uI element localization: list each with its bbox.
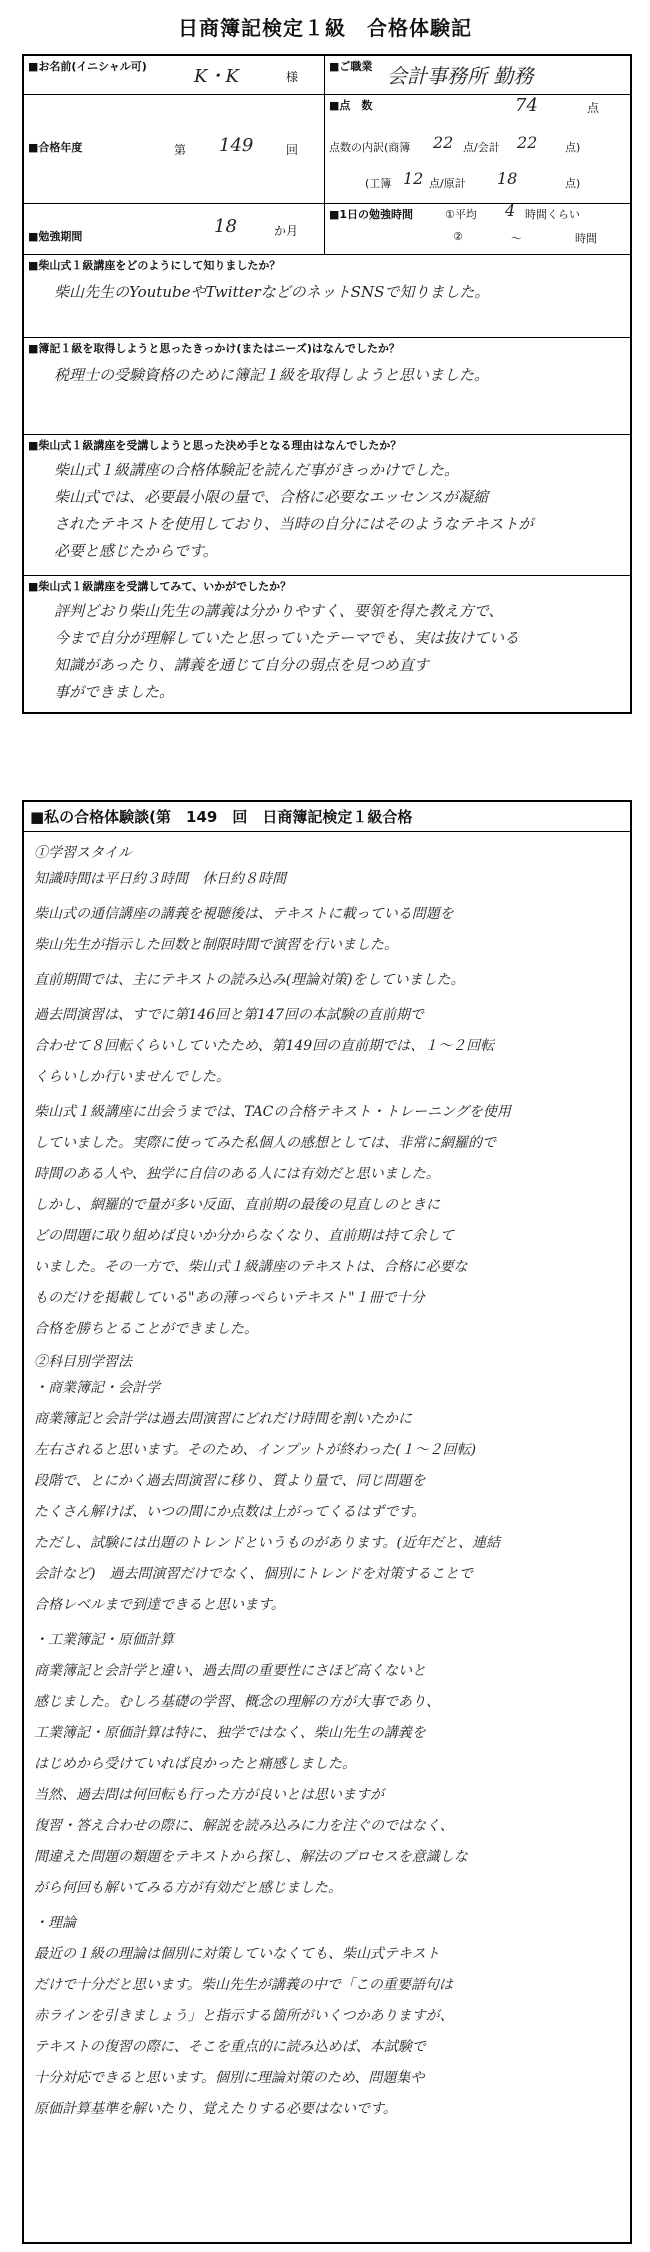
score-cell: [325, 95, 630, 203]
score-genka: 18: [497, 169, 518, 188]
name-suffix: 様: [286, 70, 299, 84]
score-end2: 点): [565, 177, 581, 190]
paragraph: ・工業簿記・原価計算 商業簿記と会計学と違い、過去問の重要性にさほど高くないと 感じました。むしろ基礎の学習、概念の理解の方が大事であり、 工業簿記・原価計算は特に、独学ではなく、柴山先生の講義を はじめから受けていれば良かったと痛感しました。 当然、過去問は何回転も行った方が良いとは思いますが 復習・答え合わせの際に、解説を読み込みに力を注ぐのではなく、 間違えた問題の類題をテキストから探し、解法のプロセスを意識しな がら何回も解いてみる方が有効だと感じました。: [34, 1632, 468, 1896]
pass-year-prefix: 第: [174, 143, 187, 157]
qa-question: ■柴山式１級講座をどのようにして知りましたか？: [28, 259, 281, 272]
qa-motivation: [24, 338, 630, 435]
score-kaikei-label: 点/会計: [463, 141, 500, 154]
job-label: ■ご職業: [329, 60, 373, 73]
pass-year-cell: [24, 95, 325, 203]
profile-form: [22, 54, 632, 714]
score-genka-label: 点/原計: [429, 177, 466, 190]
paragraph: 知識時間は平日約３時間 休日約８時間: [34, 871, 286, 887]
paragraph: ・理論 最近の１級の理論は個別に対策していなくても、柴山式テキスト だけで十分だと思います。柴山先生が講義の中で「この重要語句は 赤ラインを引きましょう」と指示する箇所がいくつかありますが、 テキストの復習の際に、そこを重点的に読み込めば、本試験で 十分対応できると思います。個別に理論対策のため、問題集や 原価計算基準を解いたり、覚えたりする必要はないです。: [34, 1915, 454, 2117]
qa-answer: 柴山式１級講座の合格体験記を読んだ事がきっかけでした。 柴山式では、必要最小限の量で、合格に必要なエッセンスが凝縮 されたテキストを使用しており、当時の自分にはそのようなテキストが 必要と感じたからです。: [54, 461, 534, 560]
paragraph: 直前期間では、主にテキストの読み込み(理論対策)をしていました。: [34, 972, 465, 988]
story-body: [24, 832, 630, 2125]
job-cell: [325, 56, 630, 94]
qa-how-know: [24, 255, 630, 338]
qa-decision: [24, 435, 630, 576]
study-row: [24, 201, 630, 255]
name-label: ■お名前(イニシャル可): [28, 60, 147, 73]
daily-avg-label: ①平均: [445, 208, 477, 221]
name-cell: [24, 56, 325, 94]
job-value: 会計事務所 勤務: [387, 64, 534, 88]
score-kobo: 12: [403, 169, 424, 188]
qa-question: ■柴山式１級講座を受講しようと思った決め手となる理由はなんでしたか？: [28, 439, 402, 452]
section-subject-methods: [34, 1351, 622, 2125]
qa-answer: 柴山先生のYoutubeやTwitterなどのネットSNSで知りました。: [54, 283, 490, 301]
study-period-unit: か月: [274, 224, 299, 238]
daily-label: ■1日の勉強時間: [329, 208, 414, 221]
study-period-cell: [24, 204, 325, 254]
score-total: 74: [515, 95, 538, 116]
paragraph: 過去問演習は、すでに第146回と第147回の本試験の直前期で 合わせて８回転くらいしていたため、第149回の直前期では、１～２回転 くらいしか行いませんでした。: [34, 1007, 495, 1085]
qa-answer: 評判どおり柴山先生の講義は分かりやすく、要領を得た教え方で、 今まで自分が理解していたと思っていたテーマでも、実は抜けている 知識があったり、講義を通じて自分の弱点を見つめ直す 事ができました。: [54, 602, 520, 701]
page-title: 日商簿記検定１級 合格体験記: [178, 16, 472, 40]
pass-year-label: ■合格年度: [28, 141, 83, 154]
score-shobo: 22: [433, 133, 454, 152]
name-value: K・K: [194, 66, 239, 87]
score-kobo-label: (工簿: [365, 177, 392, 190]
study-period-label: ■勉強期間: [28, 230, 83, 243]
qa-question: ■柴山式１級講座を受講してみて、いかがでしたか？: [28, 580, 292, 593]
score-kaikei: 22: [517, 133, 538, 152]
qa-question: ■簿記１級を取得しようと思ったきっかけ(またはニーズ)はなんでしたか？: [28, 342, 400, 355]
score-unit: 点: [587, 101, 600, 115]
paragraph: 柴山式１級講座に出会うまでは、TACの合格テキスト・トレーニングを使用 していました。実際に使ってみた私個人の感想としては、非常に網羅的で 時間のある人や、独学に自信のある人には有効だと思いました。 しかし、網羅的で量が多い反面、直前期の最後の見直しのときに どの問題に取り組めば良いか分からなくなり、直前期は持て余して いました。その一方で、柴山式１級講座のテキストは、合格に必要な ものだけを掲載している"あの薄っぺらいテキスト"１冊で十分 合格を勝ちとることができました。: [34, 1104, 511, 1337]
paragraph: 柴山式の通信講座の講義を視聴後は、テキストに載っている問題を 柴山先生が指示した回数と制限時間で演習を行いました。: [34, 906, 454, 953]
qa-answer: 税理士の受験資格のために簿記１級を取得しようと思いました。: [54, 366, 490, 384]
section-study-style: [34, 842, 622, 1345]
daily-avg-unit: 時間くらい: [525, 208, 580, 221]
daily-second-unit: 時間: [575, 232, 597, 245]
daily-second-tilde: ～: [511, 232, 522, 245]
pass-year-value: 149: [219, 135, 254, 156]
daily-second-label: ②: [453, 230, 463, 243]
story-box: [22, 800, 632, 2244]
score-breakdown-label: 点数の内訳(商簿: [329, 141, 411, 154]
daily-avg: 4: [505, 201, 516, 220]
name-job-row: [24, 56, 630, 95]
score-end: 点): [565, 141, 581, 154]
paragraph: ・商業簿記・会計学 商業簿記と会計学は過去問演習にどれだけ時間を割いたかに 左右されると思います。そのため、インプットが終わった(１～２回転) 段階で、とにかく過去問演習に移り、質より量で、同じ問題を たくさん解けば、いつの間にか点数は上がってくるはずです。 ただし、試験には出題のトレンドというものがあります。(近年だと、連結 会計など) 過去問演習だけでなく、個別にトレンドを対策することで 合格レベルまで到達できると思います。: [34, 1380, 500, 1613]
section-title: ①学習スタイル: [34, 845, 132, 861]
story-heading: ■私の合格体験談(第 149 回 日商簿記検定１級合格: [24, 802, 630, 832]
section-title: ②科目別学習法: [34, 1354, 132, 1370]
study-period-value: 18: [214, 216, 237, 237]
score-label: ■点 数: [329, 99, 373, 112]
pass-year-suffix: 回: [286, 143, 299, 157]
qa-impression: [24, 576, 630, 712]
daily-cell: [325, 201, 630, 254]
year-score-row: [24, 95, 630, 204]
